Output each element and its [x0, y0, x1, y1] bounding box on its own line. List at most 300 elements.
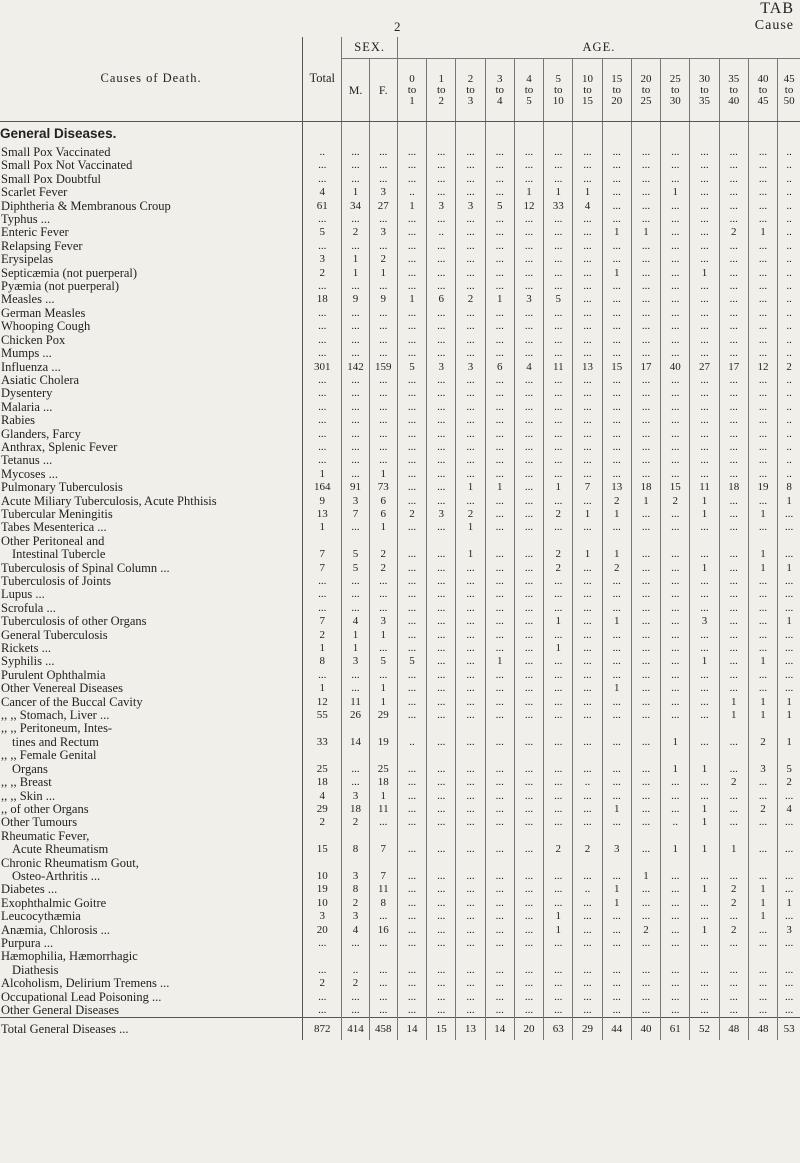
age-cell [748, 830, 777, 843]
age-cell: ... [784, 655, 794, 668]
table-row [0, 481, 800, 494]
age-cell: ... [602, 280, 631, 293]
age-cell: ... [719, 803, 748, 816]
table-row [0, 602, 800, 615]
cause-label: Occupational Lead Poisoning ... [0, 991, 303, 1004]
age-cell: ... [397, 870, 426, 883]
age-cell: 1 [690, 803, 719, 816]
table-row [0, 374, 800, 387]
cause-label: Rabies [0, 414, 303, 427]
age-cell: 2 [544, 562, 573, 575]
age-cell: ... [784, 816, 794, 829]
age-cell: ... [485, 307, 514, 320]
age-cell: ... [784, 628, 794, 641]
age-cell: ... [661, 200, 690, 213]
table-subtitle: Cause [754, 18, 794, 33]
age-cell: .. [786, 293, 792, 306]
age-cell: 4 [514, 361, 543, 374]
section-title: General Diseases. [0, 122, 303, 147]
age-cell: ... [427, 629, 456, 642]
age-cell: 2 [544, 508, 573, 521]
age-cell: 3 [748, 763, 777, 776]
sex-cell: 26 [342, 709, 369, 722]
age-cell: ... [485, 374, 514, 387]
age-cell: 1 [748, 226, 777, 239]
age-cell: ... [544, 240, 573, 253]
sex-cell: 9 [369, 293, 397, 306]
total-cell: 7 [303, 548, 342, 561]
age-cell: ... [661, 991, 690, 1004]
age-cell: 53 [778, 1018, 800, 1041]
sex-cell: ... [369, 964, 397, 977]
age-cell: ... [748, 682, 777, 695]
age-cell: ... [719, 200, 748, 213]
age-cell [719, 749, 748, 762]
sex-cell: ... [342, 428, 369, 441]
age-cell: ... [602, 588, 631, 601]
age-cell: ... [427, 267, 456, 280]
age-cell: 63 [544, 1018, 573, 1041]
age-cell: ... [485, 602, 514, 615]
age-cell: ... [485, 173, 514, 186]
age-cell: ... [661, 280, 690, 293]
age-cell: ... [784, 521, 794, 534]
age-cell: 1 [690, 816, 719, 829]
age-cell: ... [631, 548, 660, 561]
age-cell: .. [786, 427, 792, 440]
age-cell: ... [485, 548, 514, 561]
total-cell: ... [303, 964, 342, 977]
age-cell: ... [573, 468, 602, 481]
age-cell: ... [485, 897, 514, 910]
age-cell: ... [485, 736, 514, 749]
age-cell: .. [573, 883, 602, 896]
age-cell: ... [719, 562, 748, 575]
age-cell [544, 535, 573, 548]
age-cell: ... [748, 588, 777, 601]
age-cell: ... [573, 669, 602, 682]
age-cell: ... [397, 320, 426, 333]
total-cell: 9 [303, 495, 342, 508]
cause-label: Mumps ... [0, 347, 303, 360]
age-cell: ... [514, 267, 543, 280]
age-cell: ... [544, 964, 573, 977]
sex-cell: 414 [342, 1018, 369, 1041]
table-header [0, 37, 800, 122]
age-cell: 1 [748, 562, 777, 575]
sex-cell: 27 [369, 200, 397, 213]
age-cell [485, 749, 514, 762]
age-cell: ... [456, 977, 485, 990]
age-cell: ... [485, 629, 514, 642]
age-cell: ... [719, 870, 748, 883]
age-cell: ... [456, 454, 485, 467]
age-cell: ... [690, 401, 719, 414]
age-cell: ... [514, 414, 543, 427]
cause-label: Tabes Mesenterica ... [0, 521, 303, 534]
age-cell: ... [573, 347, 602, 360]
age-cell [573, 722, 602, 735]
age-cell: ... [485, 495, 514, 508]
age-cell: ... [631, 575, 660, 588]
age-cell: ... [631, 280, 660, 293]
sex-cell: ... [342, 374, 369, 387]
total-row [0, 1018, 800, 1041]
age-cell: ... [602, 642, 631, 655]
age-cell: ... [719, 428, 748, 441]
age-cell: ... [748, 428, 777, 441]
age-cell [690, 950, 719, 963]
age-cell: ... [690, 280, 719, 293]
table-row [0, 736, 800, 749]
age-cell: ... [690, 146, 719, 159]
table-row [0, 347, 800, 360]
table-row [0, 696, 800, 709]
age-cell: ... [456, 226, 485, 239]
age-cell: ... [602, 629, 631, 642]
cause-label: Purpura ... [0, 937, 303, 950]
age-cell: ... [514, 508, 543, 521]
age-cell: ... [427, 159, 456, 172]
age-cell: ... [456, 870, 485, 883]
age-cell: ... [456, 763, 485, 776]
age-cell: ... [544, 468, 573, 481]
sex-cell: 3 [369, 615, 397, 628]
age-cell: 1 [748, 709, 777, 722]
age-cell: ... [427, 320, 456, 333]
sex-cell: ... [342, 146, 369, 159]
age-cell: ... [690, 897, 719, 910]
sex-cell: ... [369, 213, 397, 226]
age-cell: ... [397, 682, 426, 695]
age-cell: ... [602, 293, 631, 306]
age-cell: ... [427, 575, 456, 588]
age-cell: 4 [573, 200, 602, 213]
age-cell: ... [514, 977, 543, 990]
age-cell: 61 [661, 1018, 690, 1041]
sex-cell: 1 [369, 790, 397, 803]
age-cell: ... [544, 347, 573, 360]
age-cell: ... [573, 709, 602, 722]
age-cell: ... [485, 468, 514, 481]
age-cell: 12 [514, 200, 543, 213]
age-cell: 2 [397, 508, 426, 521]
table-row [0, 1004, 800, 1018]
sex-cell [342, 535, 369, 548]
age-cell: 1 [690, 924, 719, 937]
age-cell: 1 [544, 615, 573, 628]
age-cell: ... [784, 990, 794, 1003]
age-col-header: 3 to 4 [485, 59, 514, 122]
age-cell: ... [784, 936, 794, 949]
age-cell [748, 950, 777, 963]
age-cell: ... [427, 655, 456, 668]
age-cell: ... [631, 387, 660, 400]
age-cell: .. [786, 186, 792, 199]
age-cell: 1 [602, 803, 631, 816]
age-cell: 2 [544, 843, 573, 856]
age-cell: ... [573, 173, 602, 186]
age-cell: ... [631, 186, 660, 199]
age-cell: ... [485, 146, 514, 159]
age-col-header: 30 to 35 [690, 59, 719, 122]
age-cell [397, 857, 426, 870]
age-cell: ... [544, 320, 573, 333]
age-cell: 5 [397, 361, 426, 374]
cause-label: Other Peritoneal and [0, 535, 303, 548]
sex-cell: ... [369, 937, 397, 950]
sex-cell: 11 [369, 803, 397, 816]
sex-cell: ... [369, 454, 397, 467]
age-cell: ... [514, 736, 543, 749]
cause-label: General Tuberculosis [0, 629, 303, 642]
sex-cell: ... [342, 763, 369, 776]
age-cell: ... [631, 562, 660, 575]
age-cell: .. [786, 146, 792, 158]
sex-cell [342, 722, 369, 735]
age-cell: ... [544, 267, 573, 280]
age-cell: ... [602, 146, 631, 159]
age-cell: ... [573, 495, 602, 508]
age-cell: ... [661, 253, 690, 266]
age-cell: ... [784, 883, 794, 896]
age-cell: ... [573, 159, 602, 172]
age-cell: ... [456, 991, 485, 1004]
age-cell: .. [397, 186, 426, 199]
age-cell: ... [427, 763, 456, 776]
cause-label: Diphtheria & Membranous Croup [0, 200, 303, 213]
cause-label: Purulent Ophthalmia [0, 669, 303, 682]
age-cell: ... [573, 401, 602, 414]
age-cell: 1 [786, 735, 792, 748]
total-cell: ... [303, 602, 342, 615]
sex-cell: 4 [342, 924, 369, 937]
age-cell: ... [427, 387, 456, 400]
age-cell: ... [427, 468, 456, 481]
age-cell: ... [427, 414, 456, 427]
age-cell: ... [631, 682, 660, 695]
sex-cell: ... [369, 1004, 397, 1018]
age-cell: ... [456, 910, 485, 923]
sex-cell: 6 [369, 508, 397, 521]
table-row [0, 521, 800, 534]
age-cell: 14 [485, 1018, 514, 1041]
age-cell: ... [748, 401, 777, 414]
age-cell [427, 830, 456, 843]
age-cell: ... [748, 320, 777, 333]
sex-cell: ... [342, 991, 369, 1004]
age-cell: ... [514, 843, 543, 856]
age-cell: ... [573, 307, 602, 320]
total-cell: 1 [303, 468, 342, 481]
age-cell: ... [427, 521, 456, 534]
age-cell: ... [544, 454, 573, 467]
age-cell: ... [602, 910, 631, 923]
age-cell: ... [544, 709, 573, 722]
age-cell [485, 722, 514, 735]
age-cell: ... [602, 696, 631, 709]
age-cell: .. [786, 306, 792, 319]
age-cell: ... [485, 240, 514, 253]
age-cell: ... [514, 910, 543, 923]
age-cell: ... [544, 655, 573, 668]
age-cell: ... [544, 669, 573, 682]
sex-header: SEX. [342, 37, 397, 59]
age-cell: ... [690, 790, 719, 803]
age-cell: ... [690, 334, 719, 347]
total-cell: ... [303, 307, 342, 320]
age-cell: ... [427, 642, 456, 655]
table-row [0, 830, 800, 843]
age-cell: ... [748, 669, 777, 682]
age-cell: ... [456, 883, 485, 896]
age-cell: ... [661, 173, 690, 186]
sex-cell: ... [369, 642, 397, 655]
table-row [0, 200, 800, 213]
age-cell: ... [514, 991, 543, 1004]
age-cell: ... [631, 776, 660, 789]
age-cell: .. [786, 239, 792, 252]
cause-label: Chicken Pox [0, 334, 303, 347]
total-cell: 18 [303, 776, 342, 789]
age-cell: 1 [748, 508, 777, 521]
age-cell [631, 950, 660, 963]
age-cell [485, 950, 514, 963]
age-cell: ... [784, 682, 794, 695]
age-cell: 1 [786, 695, 792, 708]
age-cell [514, 857, 543, 870]
age-cell: 1 [786, 494, 792, 507]
age-cell: ... [397, 548, 426, 561]
total-cell: ... [303, 240, 342, 253]
age-cell: ... [485, 803, 514, 816]
sex-cell: ... [369, 374, 397, 387]
age-cell: ... [661, 562, 690, 575]
age-cell [544, 830, 573, 843]
age-cell: ... [397, 816, 426, 829]
age-cell: 5 [786, 762, 792, 775]
age-cell [719, 722, 748, 735]
age-cell: ... [456, 629, 485, 642]
age-cell: 13 [456, 1018, 485, 1041]
age-cell: ... [602, 240, 631, 253]
age-cell: ... [485, 253, 514, 266]
age-cell: ... [573, 267, 602, 280]
age-cell: ... [748, 615, 777, 628]
sex-cell: 9 [342, 293, 369, 306]
age-cell: ... [719, 441, 748, 454]
age-cell: ... [456, 655, 485, 668]
age-cell: ... [397, 159, 426, 172]
age-cell [661, 857, 690, 870]
age-cell: ... [456, 280, 485, 293]
age-cell: 1 [573, 548, 602, 561]
age-cell: ... [573, 642, 602, 655]
sex-cell: 5 [342, 548, 369, 561]
age-cell: ... [456, 615, 485, 628]
sex-cell: ... [342, 387, 369, 400]
cause-label: Scrofula ... [0, 602, 303, 615]
age-cell: ... [427, 816, 456, 829]
table-row [0, 991, 800, 1004]
cause-label: Acute Miliary Tuberculosis, Acute Phthisis [0, 495, 303, 508]
age-cell [690, 535, 719, 548]
age-cell: 2 [786, 360, 792, 373]
age-cell: ... [690, 602, 719, 615]
age-cell: ... [544, 387, 573, 400]
age-cell: ... [456, 347, 485, 360]
age-cell: ... [602, 387, 631, 400]
table-row [0, 642, 800, 655]
age-cell: ... [427, 669, 456, 682]
age-cell: ... [661, 293, 690, 306]
age-cell: 2 [719, 226, 748, 239]
age-cell: ... [456, 924, 485, 937]
age-cell: ... [544, 816, 573, 829]
age-cell: .. [786, 347, 792, 360]
age-cell: ... [719, 495, 748, 508]
sex-cell: ... [342, 334, 369, 347]
age-cell [514, 535, 543, 548]
sex-cell: 1 [369, 468, 397, 481]
age-cell: ... [397, 253, 426, 266]
age-cell: ... [427, 307, 456, 320]
age-cell: ... [456, 1004, 485, 1018]
age-cell: ... [748, 843, 777, 856]
age-cell: ... [784, 1004, 794, 1016]
age-cell: ... [397, 991, 426, 1004]
age-cell: ... [544, 159, 573, 172]
age-cell: ... [719, 253, 748, 266]
age-cell: ... [456, 401, 485, 414]
age-cell: 1 [786, 615, 792, 628]
age-cell [631, 749, 660, 762]
age-cell [778, 950, 800, 963]
age-cell: 1 [690, 763, 719, 776]
age-cell: ... [690, 910, 719, 923]
age-cell: ... [573, 253, 602, 266]
table-row [0, 629, 800, 642]
age-cell: ... [719, 280, 748, 293]
age-cell [719, 857, 748, 870]
sex-cell: ... [369, 991, 397, 1004]
total-cell: 15 [303, 843, 342, 856]
age-cell: ... [573, 226, 602, 239]
age-cell [573, 950, 602, 963]
age-cell [427, 857, 456, 870]
table-row [0, 857, 800, 870]
age-cell: 27 [690, 361, 719, 374]
age-cell: ... [397, 226, 426, 239]
age-cell: ... [456, 669, 485, 682]
age-cell: ... [514, 307, 543, 320]
table-row [0, 776, 800, 789]
age-cell: .. [786, 414, 792, 427]
age-cell: ... [661, 575, 690, 588]
age-cell: ... [748, 414, 777, 427]
total-cell: ... [303, 575, 342, 588]
table-row [0, 454, 800, 467]
age-cell [573, 535, 602, 548]
age-cell: ... [719, 964, 748, 977]
age-cell: ... [690, 696, 719, 709]
age-cell: ... [631, 428, 660, 441]
age-cell: ... [397, 441, 426, 454]
age-cell: ... [690, 682, 719, 695]
sex-cell: ... [342, 347, 369, 360]
age-cell: ... [784, 601, 794, 614]
age-cell: ... [514, 682, 543, 695]
